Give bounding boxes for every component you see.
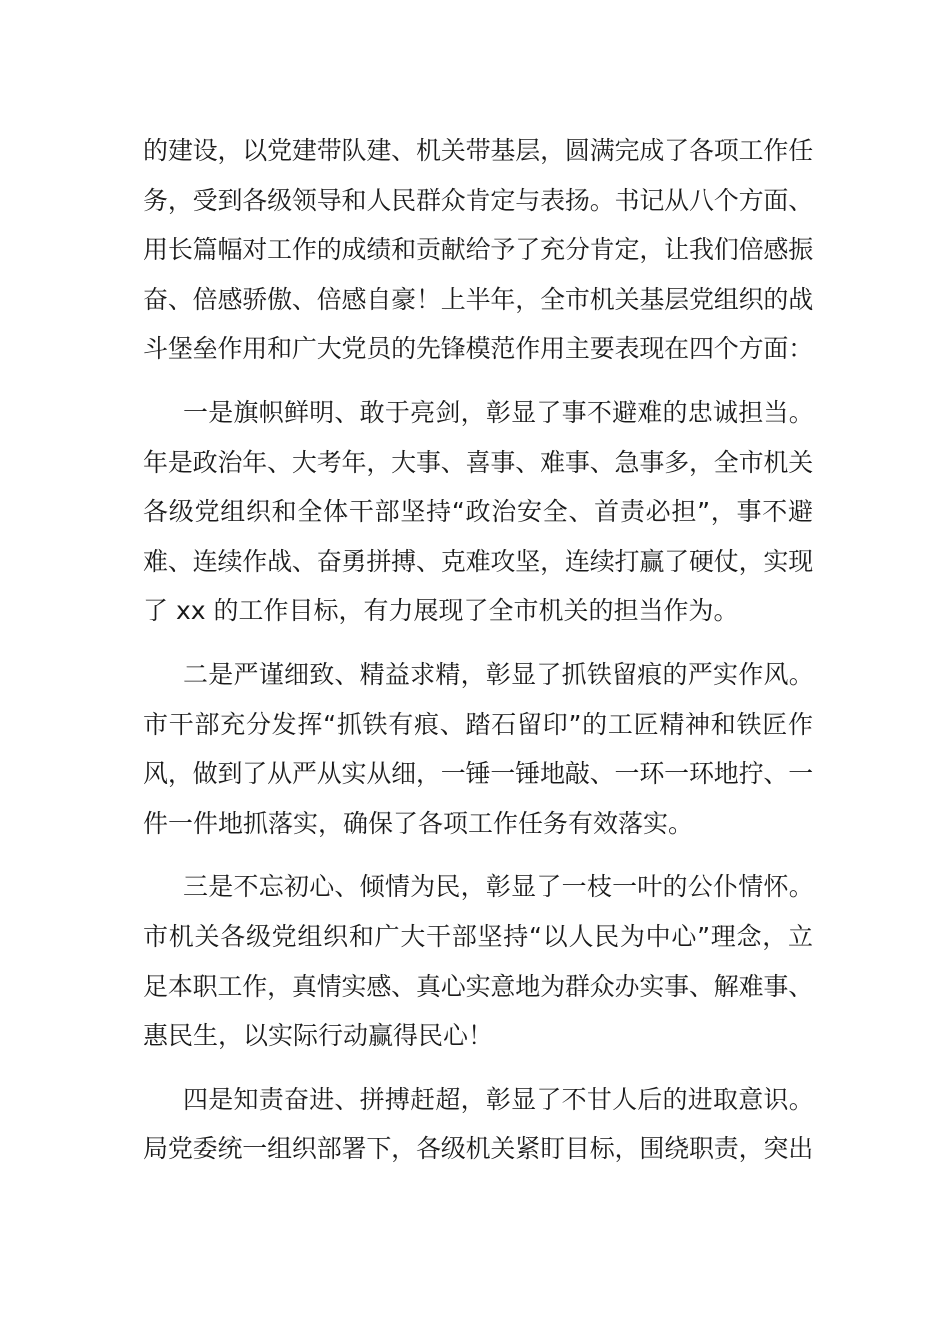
text-line: 一是旗帜鲜明、敢于亮剑，彰显了事不避难的忠诚担当。 [183,397,813,427]
paragraph-intro [143,126,813,374]
text-line: 件一件地抓落实，确保了各项工作任务有效落实。 [143,808,694,838]
paragraph-point-two [143,650,813,848]
text-line: 务，受到各级领导和人民群众肯定与表扬。书记从八个方面、 [143,185,813,215]
text-line: 了 xx 的工作目标，有力展现了全市机关的担当作为。 [143,596,739,626]
document-body [143,126,813,1188]
text-line: 二是严谨细致、精益求精，彰显了抓铁留痕的严实作风。 [183,659,813,689]
text-line: 的建设，以党建带队建、机关带基层，圆满完成了各项工作任 [143,136,813,165]
text-line: 风，做到了从严从实从细，一锤一锤地敲、一环一环地拧、一 [143,759,813,789]
text-line: 三是不忘初心、倾情为民，彰显了一枝一叶的公仆情怀。 [183,872,813,902]
text-line: 各级党组织和全体干部坚持“政治安全、首责必担”，事不避 [143,497,813,527]
text-line: 用长篇幅对工作的成绩和贡献给予了充分肯定，让我们倍感振 [143,235,813,265]
text-line: 奋、倍感骄傲、倍感自豪！上半年，全市机关基层党组织的战 [143,284,813,314]
text-line: 足本职工作，真情实感、真心实意地为群众办实事、解难事、 [143,971,813,1001]
text-line: 难、连续作战、奋勇拼搏、克难攻坚，连续打赢了硬仗，实现 [143,546,813,576]
text-line: 斗堡垒作用和广大党员的先锋模范作用主要表现在四个方面： [143,334,813,364]
text-line: 市干部充分发挥“抓铁有痕、踏石留印”的工匠精神和铁匠作 [143,709,813,739]
text-line: 市机关各级党组织和广大干部坚持“以人民为中心”理念，立 [143,921,813,951]
paragraph-point-four [143,1075,813,1174]
paragraph-point-one [143,388,813,636]
text-line: 年是政治年、大考年，大事、喜事、难事、急事多，全市机关 [143,447,813,477]
text-line: 四是知责奋进、拼搏赶超，彰显了不甘人后的进取意识。 [183,1084,813,1114]
text-line: 惠民生，以实际行动赢得民心！ [143,1021,494,1051]
paragraph-point-three [143,862,813,1060]
text-line: 局党委统一组织部署下，各级机关紧盯目标，围绕职责，突出 [143,1134,813,1164]
